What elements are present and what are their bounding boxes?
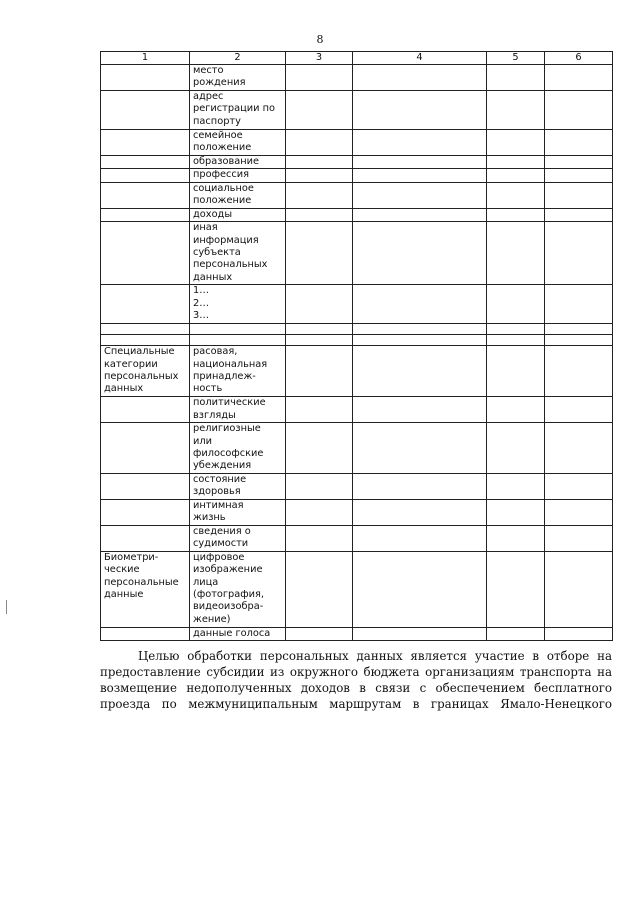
category-cell [101, 324, 190, 335]
empty-cell [545, 285, 613, 324]
empty-cell [487, 627, 545, 640]
table-row [101, 423, 613, 474]
category-cell: Специальные категории персональных данных [101, 346, 190, 397]
table-row [101, 169, 613, 182]
category-cell [101, 423, 190, 474]
empty-cell [545, 525, 613, 551]
empty-cell [487, 335, 545, 346]
empty-cell [286, 473, 353, 499]
data-item-cell: семейное положение [190, 130, 286, 156]
empty-cell [353, 423, 487, 474]
table-row [101, 335, 613, 346]
empty-cell [545, 65, 613, 91]
empty-cell [487, 91, 545, 130]
empty-cell [286, 169, 353, 182]
empty-cell [353, 499, 487, 525]
empty-cell [487, 222, 545, 285]
empty-cell [487, 130, 545, 156]
empty-cell [286, 130, 353, 156]
table-row [101, 397, 613, 423]
table-row [101, 346, 613, 397]
empty-cell [487, 169, 545, 182]
column-header: 4 [353, 52, 487, 65]
empty-cell [286, 551, 353, 627]
category-cell [101, 182, 190, 208]
empty-cell [286, 423, 353, 474]
empty-cell [487, 65, 545, 91]
empty-cell [487, 473, 545, 499]
empty-cell [487, 346, 545, 397]
empty-cell [353, 91, 487, 130]
empty-cell [487, 324, 545, 335]
empty-cell [353, 169, 487, 182]
table-row [101, 130, 613, 156]
page-number: 8 [316, 33, 324, 46]
empty-cell [545, 182, 613, 208]
margin-mark [6, 600, 7, 614]
category-cell [101, 208, 190, 221]
empty-cell [545, 91, 613, 130]
empty-cell [545, 499, 613, 525]
empty-cell [353, 65, 487, 91]
column-header: 1 [101, 52, 190, 65]
empty-cell [487, 397, 545, 423]
empty-cell [286, 91, 353, 130]
empty-cell [286, 222, 353, 285]
empty-cell [545, 156, 613, 169]
empty-cell [487, 525, 545, 551]
data-item-cell: доходы [190, 208, 286, 221]
table-header-row [101, 52, 613, 65]
empty-cell [545, 324, 613, 335]
data-item-cell [190, 335, 286, 346]
table-row [101, 627, 613, 640]
data-item-cell [190, 324, 286, 335]
empty-cell [353, 208, 487, 221]
empty-cell [353, 182, 487, 208]
empty-cell [286, 499, 353, 525]
empty-cell [487, 208, 545, 221]
empty-cell [286, 156, 353, 169]
category-cell [101, 91, 190, 130]
table-row [101, 156, 613, 169]
empty-cell [487, 499, 545, 525]
empty-cell [545, 473, 613, 499]
table-row [101, 182, 613, 208]
category-cell [101, 285, 190, 324]
empty-cell [286, 335, 353, 346]
empty-cell [353, 156, 487, 169]
data-item-cell: 1… 2… 3… [190, 285, 286, 324]
category-cell [101, 222, 190, 285]
empty-cell [286, 285, 353, 324]
data-item-cell: образование [190, 156, 286, 169]
empty-cell [487, 285, 545, 324]
empty-cell [487, 156, 545, 169]
empty-cell [353, 324, 487, 335]
empty-cell [286, 627, 353, 640]
category-cell [101, 627, 190, 640]
data-item-cell: состояние здоровья [190, 473, 286, 499]
empty-cell [353, 222, 487, 285]
empty-cell [545, 335, 613, 346]
table-row [101, 208, 613, 221]
empty-cell [353, 627, 487, 640]
empty-cell [353, 551, 487, 627]
empty-cell [545, 222, 613, 285]
empty-cell [545, 397, 613, 423]
category-cell [101, 169, 190, 182]
category-cell [101, 397, 190, 423]
empty-cell [487, 423, 545, 474]
table-row [101, 324, 613, 335]
table-row [101, 91, 613, 130]
category-cell [101, 335, 190, 346]
category-cell [101, 130, 190, 156]
empty-cell [353, 285, 487, 324]
data-item-cell: социальное положение [190, 182, 286, 208]
personal-data-table [100, 51, 613, 641]
empty-cell [545, 627, 613, 640]
data-item-cell: расовая, национальная принадлеж- ность [190, 346, 286, 397]
table-row [101, 525, 613, 551]
data-item-cell: цифровое изображение лица (фотография, видеоизобра- жение) [190, 551, 286, 627]
empty-cell [545, 346, 613, 397]
empty-cell [286, 208, 353, 221]
table-row [101, 551, 613, 627]
category-cell: Биометри- ческие персональные данные [101, 551, 190, 627]
data-item-cell: политические взгляды [190, 397, 286, 423]
empty-cell [545, 551, 613, 627]
empty-cell [286, 397, 353, 423]
table-row [101, 222, 613, 285]
empty-cell [353, 130, 487, 156]
empty-cell [286, 525, 353, 551]
category-cell [101, 473, 190, 499]
empty-cell [353, 525, 487, 551]
column-header: 5 [487, 52, 545, 65]
category-cell [101, 65, 190, 91]
empty-cell [353, 473, 487, 499]
empty-cell [286, 324, 353, 335]
column-header: 3 [286, 52, 353, 65]
category-cell [101, 525, 190, 551]
purpose-paragraph: Целью обработки персональных данных является участие в отборе на предоставление субсидии из окружного бюджета организациям транспорта на возмещение недополученных доходов в связи с обеспечением бесплатного проезда по межмуниципальным маршрутам в границах Ямало-Ненецкого [100, 649, 612, 711]
empty-cell [353, 397, 487, 423]
table-row [101, 499, 613, 525]
empty-cell [487, 551, 545, 627]
table-row [101, 65, 613, 91]
empty-cell [353, 346, 487, 397]
data-item-cell: адрес регистрации по паспорту [190, 91, 286, 130]
empty-cell [545, 169, 613, 182]
data-item-cell: данные голоса [190, 627, 286, 640]
data-item-cell: профессия [190, 169, 286, 182]
empty-cell [353, 335, 487, 346]
column-header: 6 [545, 52, 613, 65]
table-row [101, 285, 613, 324]
table-row [101, 473, 613, 499]
column-header: 2 [190, 52, 286, 65]
empty-cell [545, 423, 613, 474]
data-item-cell: иная информация субъекта персональных данных [190, 222, 286, 285]
data-item-cell: интимная жизнь [190, 499, 286, 525]
data-item-cell: сведения о судимости [190, 525, 286, 551]
empty-cell [487, 182, 545, 208]
empty-cell [286, 346, 353, 397]
data-item-cell: место рождения [190, 65, 286, 91]
empty-cell [545, 208, 613, 221]
empty-cell [286, 65, 353, 91]
category-cell [101, 156, 190, 169]
category-cell [101, 499, 190, 525]
empty-cell [286, 182, 353, 208]
data-item-cell: религиозные или философские убеждения [190, 423, 286, 474]
empty-cell [545, 130, 613, 156]
